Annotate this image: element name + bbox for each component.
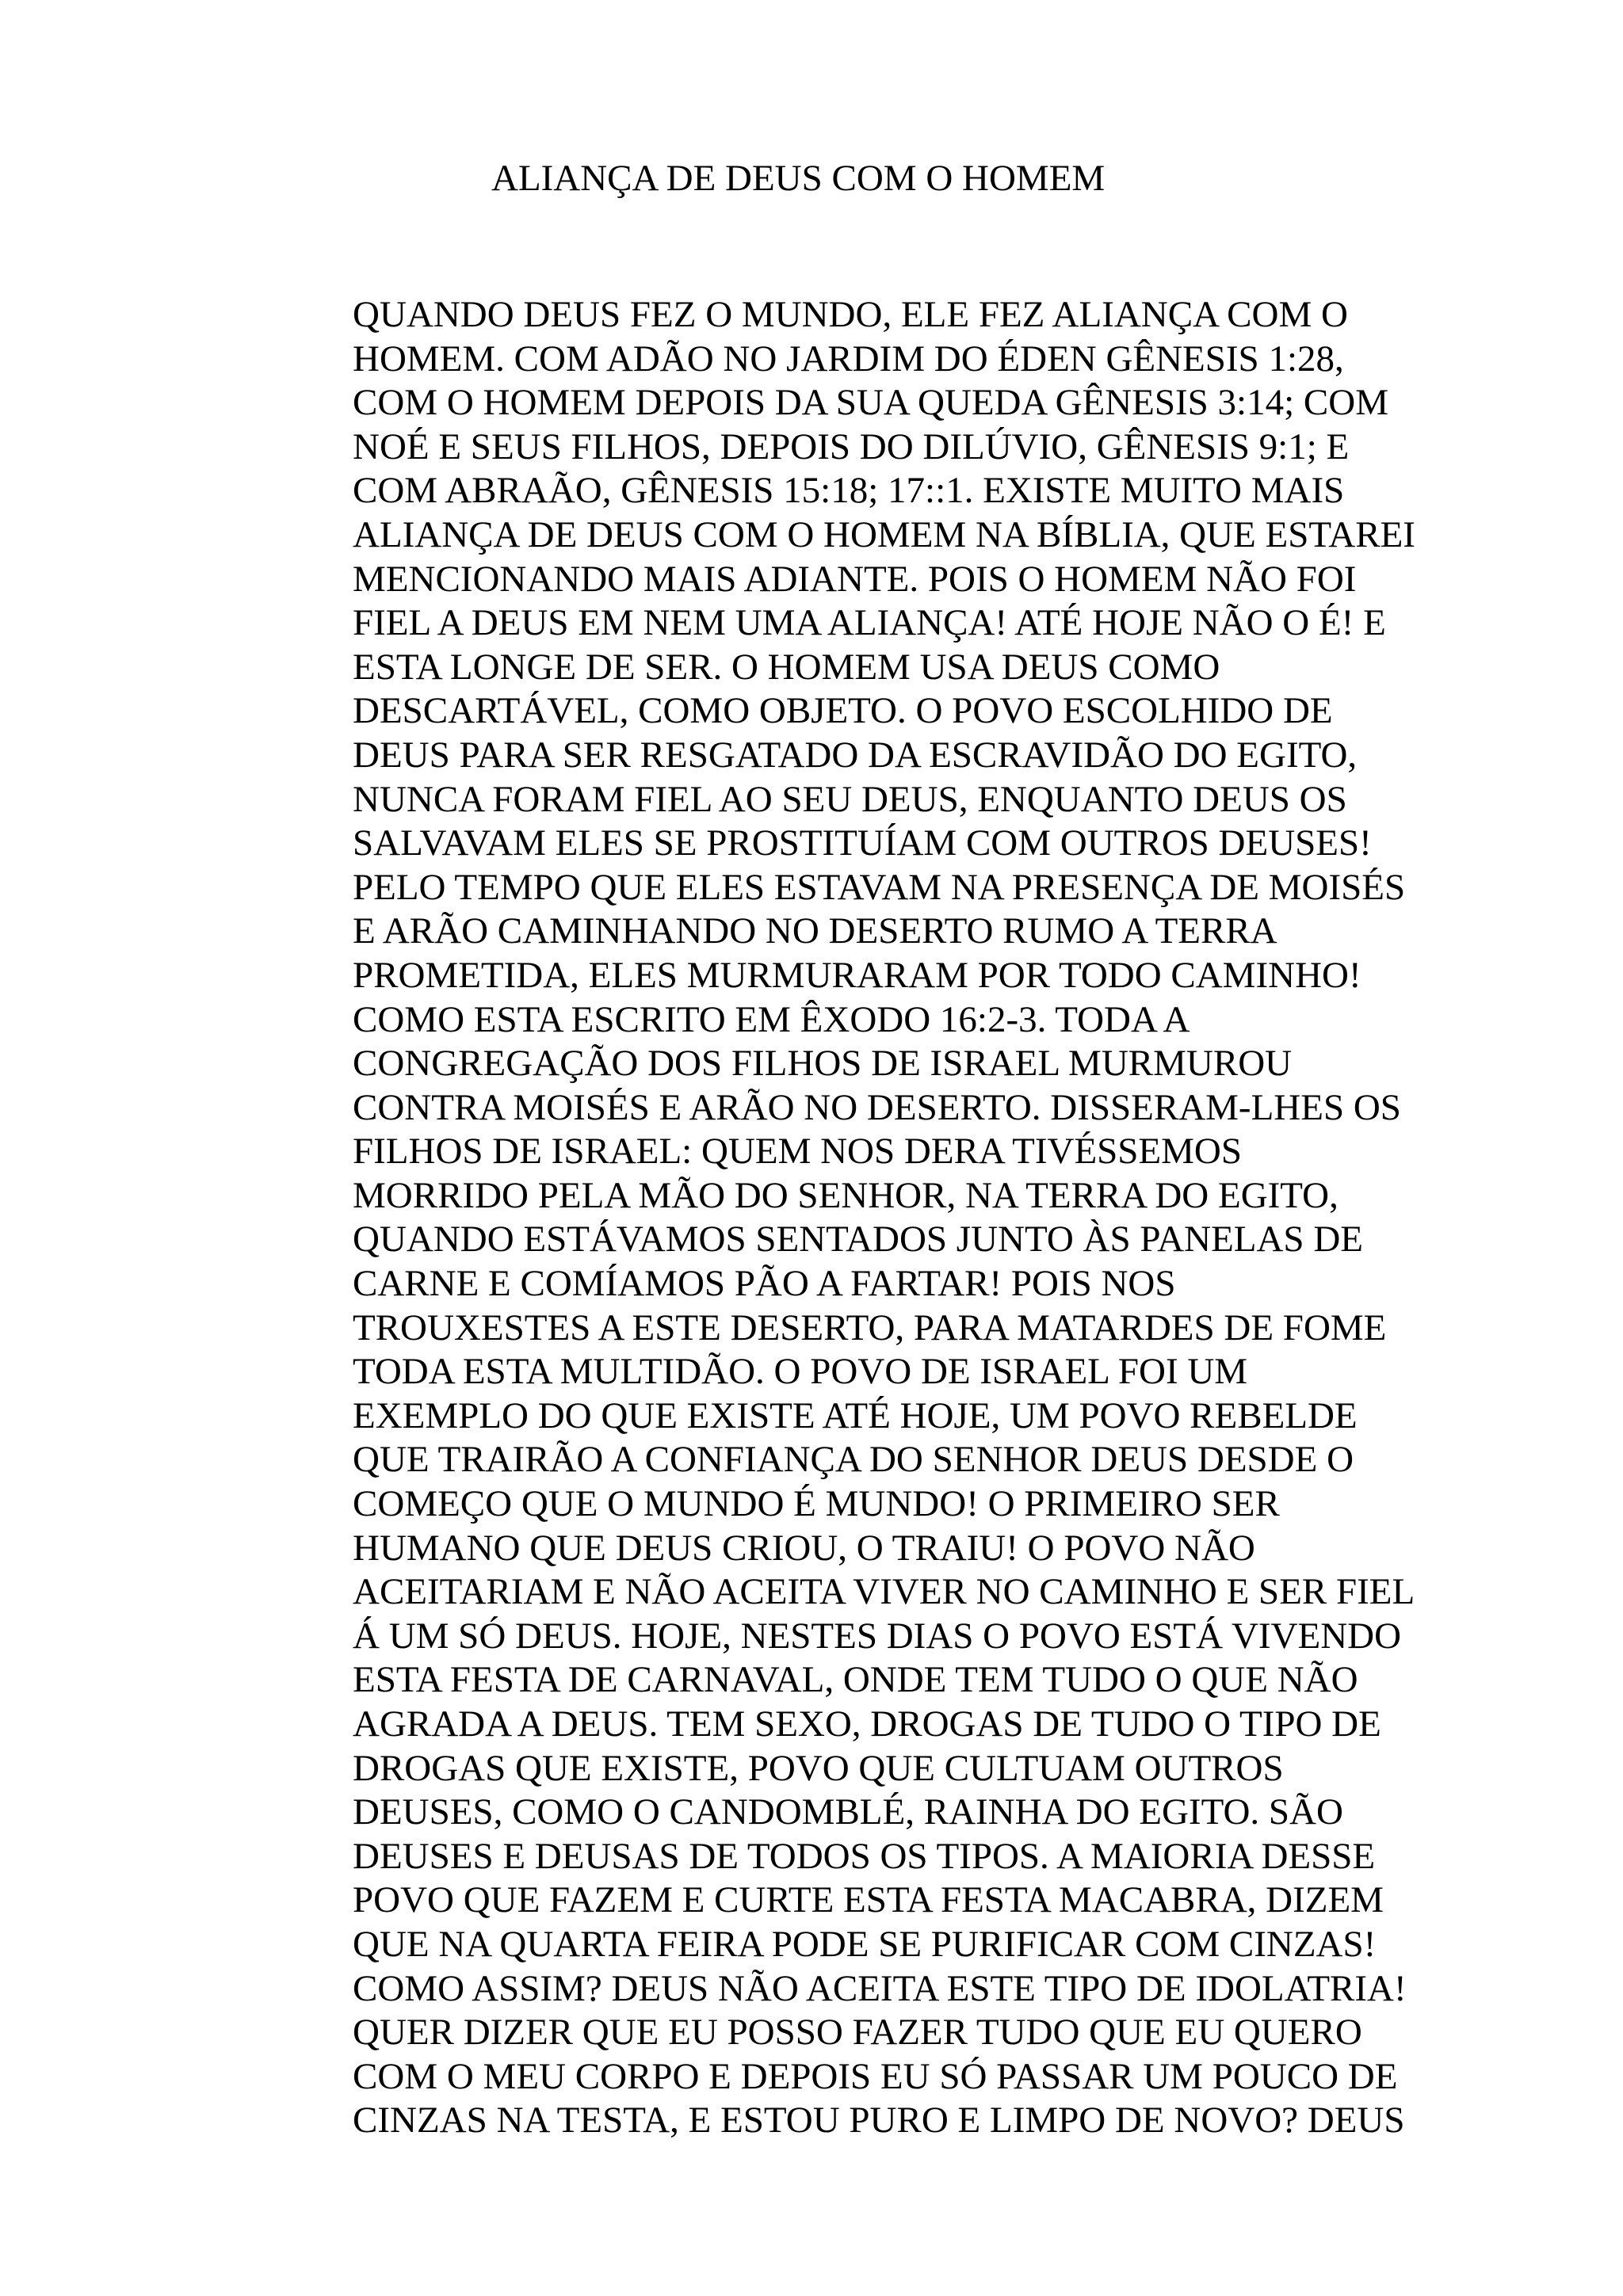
text-line: CINZAS NA TESTA, E ESTOU PURO E LIMPO DE NOVO? DEUS	[353, 2100, 1405, 2142]
text-line: PROMETIDA, ELES MURMURARAM POR TODO CAMINHO!	[353, 954, 1361, 996]
text-line: TODA ESTA MULTIDÃO. O POVO DE ISRAEL FOI UM	[353, 1351, 1248, 1393]
text-line: DROGAS QUE EXISTE, POVO QUE CULTUAM OUTROS	[353, 1747, 1284, 1789]
text-line: Á UM SÓ DEUS. HOJE, NESTES DIAS O POVO ESTÁ VIVENDO	[353, 1615, 1402, 1657]
text-line: NUNCA FORAM FIEL AO SEU DEUS, ENQUANTO DEUS OS	[353, 778, 1347, 820]
text-line: SALVAVAM ELES SE PROSTITUÍAM COM OUTROS DEUSES!	[353, 822, 1372, 864]
text-line: PELO TEMPO QUE ELES ESTAVAM NA PRESENÇA DE MOISÉS	[353, 866, 1406, 908]
text-line: DEUSES E DEUSAS DE TODOS OS TIPOS. A MAIORIA DESSE	[353, 1835, 1376, 1877]
text-line: COMO ASSIM? DEUS NÃO ACEITA ESTE TIPO DE IDOLATRIA!	[353, 1967, 1407, 2009]
text-line: FILHOS DE ISRAEL: QUEM NOS DERA TIVÉSSEMOS	[353, 1131, 1243, 1173]
text-line: NOÉ E SEUS FILHOS, DEPOIS DO DILÚVIO, GÊNESIS 9:1; E	[353, 425, 1350, 467]
text-line: QUANDO DEUS FEZ O MUNDO, ELE FEZ ALIANÇA COM O	[353, 294, 1348, 335]
text-line: AGRADA A DEUS. TEM SEXO, DROGAS DE TUDO O TIPO DE	[353, 1703, 1381, 1745]
text-line: DESCARTÁVEL, COMO OBJETO. O POVO ESCOLHIDO DE	[353, 690, 1333, 732]
document-title: ALIANÇA DE DEUS COM O HOMEM	[491, 158, 1106, 199]
text-line: TROUXESTES A ESTE DESERTO, PARA MATARDES DE FOME	[353, 1306, 1387, 1348]
text-line: COM O MEU CORPO E DEPOIS EU SÓ PASSAR UM POUCO DE	[353, 2055, 1398, 2097]
text-line: DEUS PARA SER RESGATADO DA ESCRAVIDÃO DO EGITO,	[353, 734, 1358, 776]
text-line: QUANDO ESTÁVAMOS SENTADOS JUNTO ÀS PANELAS DE	[353, 1219, 1363, 1261]
text-line: QUE TRAIRÃO A CONFIANÇA DO SENHOR DEUS DESDE O	[353, 1439, 1354, 1481]
text-line: COMO ESTA ESCRITO EM ÊXODO 16:2-3. TODA A	[353, 998, 1190, 1040]
text-line: MORRIDO PELA MÃO DO SENHOR, NA TERRA DO EGITO,	[353, 1174, 1338, 1216]
text-line: HOMEM. COM ADÃO NO JARDIM DO ÉDEN GÊNESIS 1:28,	[353, 338, 1344, 379]
text-line: QUE NA QUARTA FEIRA PODE SE PURIFICAR COM CINZAS!	[353, 1923, 1377, 1965]
text-line: COM ABRAÃO, GÊNESIS 15:18; 17::1. EXISTE MUITO MAIS	[353, 470, 1345, 512]
text-line: ESTA LONGE DE SER. O HOMEM USA DEUS COMO	[353, 646, 1220, 688]
text-line: QUER DIZER QUE EU POSSO FAZER TUDO QUE EU QUERO	[353, 2012, 1362, 2054]
text-line: COMEÇO QUE O MUNDO É MUNDO! O PRIMEIRO SER	[353, 1483, 1280, 1525]
text-line: HUMANO QUE DEUS CRIOU, O TRAIU! O POVO NÃO	[353, 1527, 1255, 1569]
text-line: DEUSES, COMO O CANDOMBLÉ, RAINHA DO EGITO. SÃO	[353, 1791, 1343, 1833]
text-line: CONGREGAÇÃO DOS FILHOS DE ISRAEL MURMUROU	[353, 1043, 1293, 1085]
text-line: COM O HOMEM DEPOIS DA SUA QUEDA GÊNESIS 3:14; COM	[353, 382, 1389, 424]
text-line: FIEL A DEUS EM NEM UMA ALIANÇA! ATÉ HOJE NÃO O É! E	[353, 602, 1386, 644]
text-line: ACEITARIAM E NÃO ACEITA VIVER NO CAMINHO E SER FIEL	[353, 1571, 1415, 1613]
text-line: EXEMPLO DO QUE EXISTE ATÉ HOJE, UM POVO REBELDE	[353, 1394, 1358, 1436]
text-line: E ARÃO CAMINHANDO NO DESERTO RUMO A TERRA	[353, 910, 1277, 952]
text-line: MENCIONANDO MAIS ADIANTE. POIS O HOMEM NÃO FOI	[353, 558, 1357, 600]
text-line: ALIANÇA DE DEUS COM O HOMEM NA BÍBLIA, QUE ESTAREI	[353, 513, 1415, 555]
text-line: POVO QUE FAZEM E CURTE ESTA FESTA MACABRA, DIZEM	[353, 1879, 1384, 1921]
document-body	[353, 293, 1494, 2143]
text-line: CONTRA MOISÉS E ARÃO NO DESERTO. DISSERAM-LHES OS	[353, 1086, 1401, 1128]
text-line: ESTA FESTA DE CARNAVAL, ONDE TEM TUDO O QUE NÃO	[353, 1659, 1358, 1701]
text-line: CARNE E COMÍAMOS PÃO A FARTAR! POIS NOS	[353, 1263, 1176, 1305]
